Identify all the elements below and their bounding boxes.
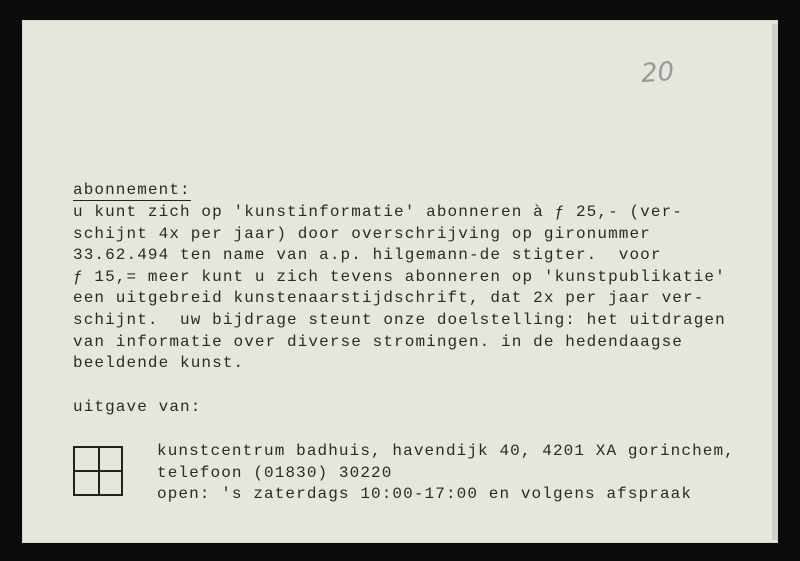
handwritten-page-number: 20 [639,56,676,90]
body-line: een uitgebreid kunstenaarstijdschrift, dat 2x per jaar ver- [73,289,705,308]
contact-hours: open: 's zaterdags 10:00-17:00 en volgens afspraak [157,485,693,504]
body-line: 33.62.494 ten name van a.p. hilgemann-de stigter. voor [73,246,662,265]
subscription-text [73,202,726,375]
body-line: schijnt. uw bijdrage steunt onze doelstelling: het uitdragen [73,310,726,329]
contact-info [157,441,735,506]
heading-text: abonnement: [73,181,191,199]
page-edge [772,24,778,540]
contact-phone: telefoon (01830) 30220 [157,463,393,482]
body-line: van informatie over diverse stromingen. in de hedendaagse [73,332,683,351]
body-line: beeldende kunst. [73,354,245,373]
body-line: u kunt zich op 'kunstinformatie' abonneren à ƒ 25,- (ver- [73,203,683,221]
publisher-label: uitgave van: [73,398,202,416]
subscription-heading [73,180,191,202]
body-line: schijnt 4x per jaar) door overschrijving op gironummer [73,224,651,243]
contact-address: kunstcentrum badhuis, havendijk 40, 4201 XA gorinchem, [157,442,735,460]
badhuis-logo-icon [73,446,123,496]
body-line: ƒ 15,= meer kunt u zich tevens abonneren op 'kunstpublikatie' [73,267,726,286]
